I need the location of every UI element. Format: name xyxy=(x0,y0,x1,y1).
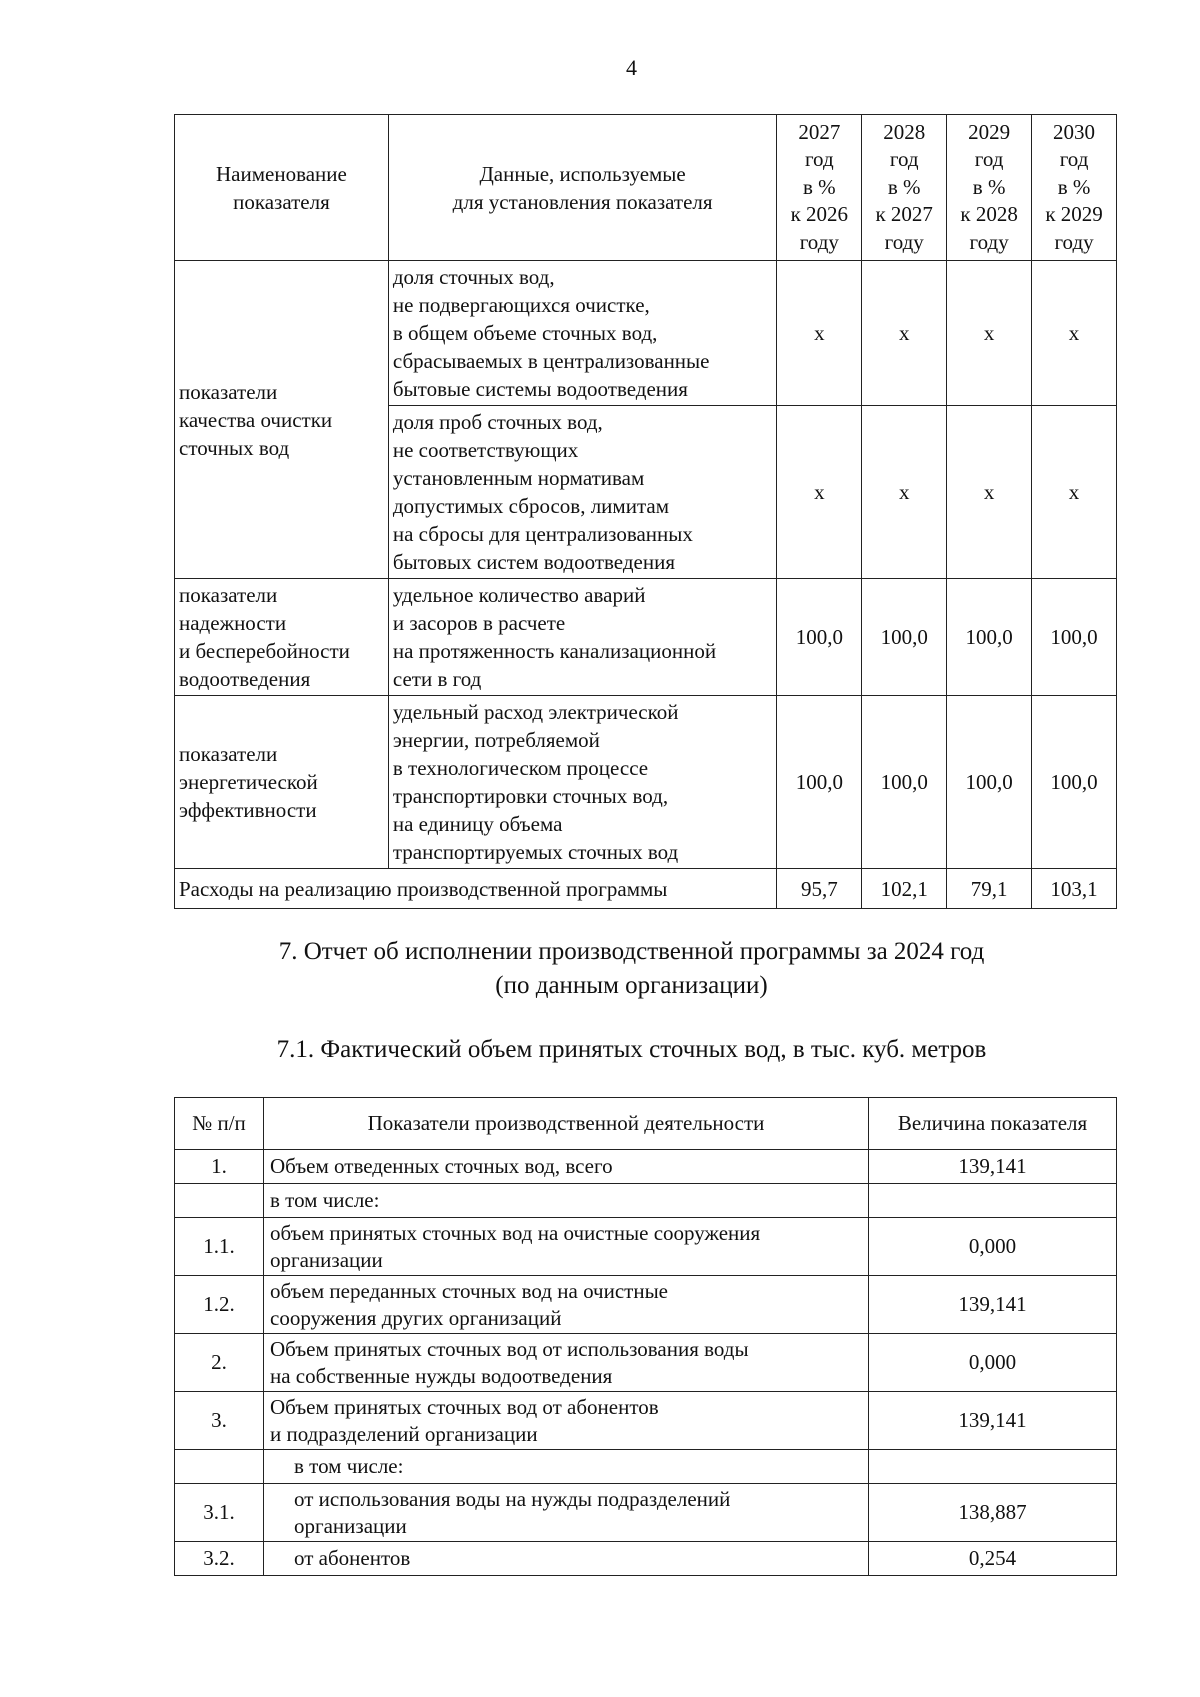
wastewater-table-header xyxy=(175,1098,1117,1150)
value-cell: 79,1 xyxy=(947,869,1032,909)
row-value: 138,887 xyxy=(869,1484,1117,1542)
value-cell: 102,1 xyxy=(862,869,947,909)
header-year-2028: 2028 год в % к 2027 году xyxy=(862,115,947,261)
table-row xyxy=(175,1184,1117,1218)
row-value: 139,141 xyxy=(869,1150,1117,1184)
row-value xyxy=(869,1450,1117,1484)
group-name-treatment-quality: показатели качества очистки сточных вод xyxy=(175,261,389,579)
row-number: 3.2. xyxy=(175,1542,264,1576)
value-cell: х xyxy=(777,261,862,406)
row-label: в том числе: xyxy=(264,1450,869,1484)
row-number: 1.2. xyxy=(175,1276,264,1334)
value-cell: 100,0 xyxy=(1032,579,1117,696)
row-data-description: доля проб сточных вод, не соответствующих установленным нормативам допустимых сбросов, лимитам на сбросы для централизованных бытовых систем водоотведения xyxy=(388,406,776,579)
value-cell: 100,0 xyxy=(777,579,862,696)
table-row xyxy=(175,1334,1117,1392)
value-cell: 100,0 xyxy=(862,579,947,696)
section-7-title: 7. Отчет об исполнении производственной программы за 2024 год (по данным организации) xyxy=(278,938,985,999)
row-value: 0,000 xyxy=(869,1334,1117,1392)
row-label: объем принятых сточных вод на очистные сооружения организации xyxy=(264,1218,869,1276)
table-row xyxy=(175,1484,1117,1542)
value-cell: х xyxy=(1032,406,1117,579)
page-number: 4 xyxy=(626,55,637,80)
table-row xyxy=(175,1450,1117,1484)
table-row xyxy=(175,1392,1117,1450)
group-name-reliability: показатели надежности и бесперебойности водоотведения xyxy=(175,579,389,696)
row-label: Объем принятых сточных вод от абонентов и подразделений организации xyxy=(264,1392,869,1450)
header-year-2027: 2027 год в % к 2026 году xyxy=(777,115,862,261)
indicators-table xyxy=(174,114,1117,909)
header-data-used: Данные, используемые для установления показателя xyxy=(388,115,776,261)
value-cell: 100,0 xyxy=(777,696,862,869)
row-label: от использования воды на нужды подразделений организации xyxy=(264,1484,869,1542)
wastewater-volume-table xyxy=(174,1097,1117,1576)
header-year-2029: 2029 год в % к 2028 году xyxy=(947,115,1032,261)
group-name-energy-efficiency: показатели энергетической эффективности xyxy=(175,696,389,869)
table-row xyxy=(175,1150,1117,1184)
value-cell: х xyxy=(947,406,1032,579)
row-number xyxy=(175,1184,264,1218)
row-value: 139,141 xyxy=(869,1276,1117,1334)
value-cell: х xyxy=(862,406,947,579)
value-cell: х xyxy=(862,261,947,406)
value-cell: х xyxy=(1032,261,1117,406)
header-indicator-name: Наименование показателя xyxy=(175,115,389,261)
table-row xyxy=(175,1542,1117,1576)
table-row xyxy=(175,579,1117,696)
row-label: Объем отведенных сточных вод, всего xyxy=(264,1150,869,1184)
row-number: 3. xyxy=(175,1392,264,1450)
row-label: Объем принятых сточных вод от использования воды на собственные нужды водоотведения xyxy=(264,1334,869,1392)
value-cell: 100,0 xyxy=(947,696,1032,869)
value-cell: 103,1 xyxy=(1032,869,1117,909)
row-number xyxy=(175,1450,264,1484)
header-number: № п/п xyxy=(175,1098,264,1150)
row-data-description: доля сточных вод, не подвергающихся очистке, в общем объеме сточных вод, сбрасываемых в централизованные бытовые системы водоотведения xyxy=(388,261,776,406)
header-indicator: Показатели производственной деятельности xyxy=(264,1098,869,1150)
row-label: в том числе: xyxy=(264,1184,869,1218)
value-cell: х xyxy=(947,261,1032,406)
indicators-table-header xyxy=(175,115,1117,261)
value-cell: 100,0 xyxy=(947,579,1032,696)
row-value: 0,000 xyxy=(869,1218,1117,1276)
expenses-label: Расходы на реализацию производственной программы xyxy=(175,869,777,909)
row-value xyxy=(869,1184,1117,1218)
header-year-2030: 2030 год в % к 2029 году xyxy=(1032,115,1117,261)
expenses-row xyxy=(175,869,1117,909)
row-number: 1.1. xyxy=(175,1218,264,1276)
row-number: 3.1. xyxy=(175,1484,264,1542)
value-cell: 100,0 xyxy=(862,696,947,869)
table-row xyxy=(175,1218,1117,1276)
value-cell: 95,7 xyxy=(777,869,862,909)
table-row xyxy=(175,1276,1117,1334)
row-data-description: удельное количество аварий и засоров в расчете на протяженность канализационной сети в год xyxy=(388,579,776,696)
row-number: 1. xyxy=(175,1150,264,1184)
table-row xyxy=(175,696,1117,869)
row-label: от абонентов xyxy=(264,1542,869,1576)
row-value: 139,141 xyxy=(869,1392,1117,1450)
row-number: 2. xyxy=(175,1334,264,1392)
table-row xyxy=(175,261,1117,406)
section-7-1-title: 7.1. Фактический объем принятых сточных вод, в тыс. куб. метров xyxy=(276,1036,987,1063)
header-value: Величина показателя xyxy=(869,1098,1117,1150)
row-label: объем переданных сточных вод на очистные сооружения других организаций xyxy=(264,1276,869,1334)
value-cell: 100,0 xyxy=(1032,696,1117,869)
value-cell: х xyxy=(777,406,862,579)
row-value: 0,254 xyxy=(869,1542,1117,1576)
row-data-description: удельный расход электрической энергии, потребляемой в технологическом процессе транспортировки сточных вод, на единицу объема транспортируемых сточных вод xyxy=(388,696,776,869)
